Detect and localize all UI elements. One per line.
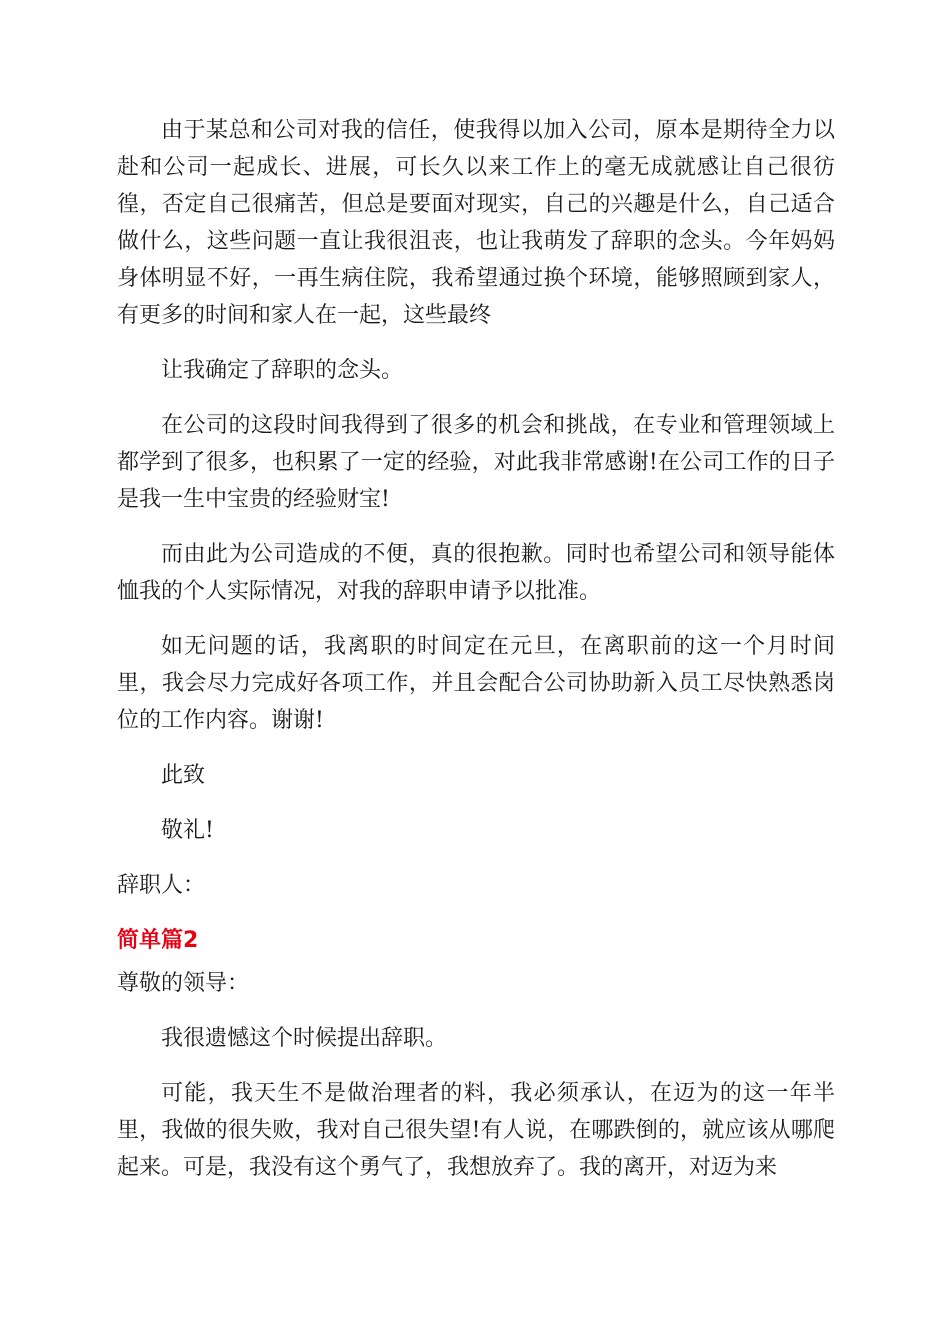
paragraph-4: 而由此为公司造成的不便，真的很抱歉。同时也希望公司和领导能体恤我的个人实际情况，对我的辞职申请予以批准。 [117, 542, 835, 604]
closing-line-2: 敬礼! [161, 818, 214, 843]
document-body [117, 112, 835, 1186]
paragraph-2: 让我确定了辞职的念头。 [161, 358, 404, 383]
signature-line: 辞职人： [117, 873, 206, 898]
salutation: 尊敬的领导： [117, 971, 250, 996]
paragraph-5: 如无问题的话，我离职的时间定在元旦，在离职前的这一个月时间里，我会尽力完成好各项工作，并且会配合公司协助新入员工尽快熟悉岗位的工作内容。谢谢! [117, 634, 835, 733]
paragraph-3: 在公司的这段时间我得到了很多的机会和挑战，在专业和管理领域上都学到了很多，也积累了一定的经验，对此我非常感谢!在公司工作的日子是我一生中宝贵的经验财宝! [117, 413, 835, 512]
closing-line-1: 此致 [161, 763, 206, 788]
paragraph-1: 由于某总和公司对我的信任，使我得以加入公司，原本是期待全力以赴和公司一起成长、进展，可长久以来工作上的毫无成就感让自己很彷徨，否定自己很痛苦，但总是要面对现实，自己的兴趣是什么，自己适合做什么，这些问题一直让我很沮丧，也让我萌发了辞职的念头。今年妈妈身体明显不好，一再生病住院，我希望通过换个环境，能够照顾到家人，有更多的时间和家人在一起，这些最终 [117, 118, 835, 328]
section-heading: 简单篇2 [117, 928, 199, 953]
section2-paragraph-2: 可能，我天生不是做治理者的料，我必须承认，在迈为的这一年半里，我做的很失败，我对自己很失望!有人说，在哪跌倒的，就应该从哪爬起来。可是，我没有这个勇气了，我想放弃了。我的离开，对迈为来 [117, 1081, 835, 1180]
section2-paragraph-1: 我很遗憾这个时候提出辞职。 [161, 1026, 448, 1051]
